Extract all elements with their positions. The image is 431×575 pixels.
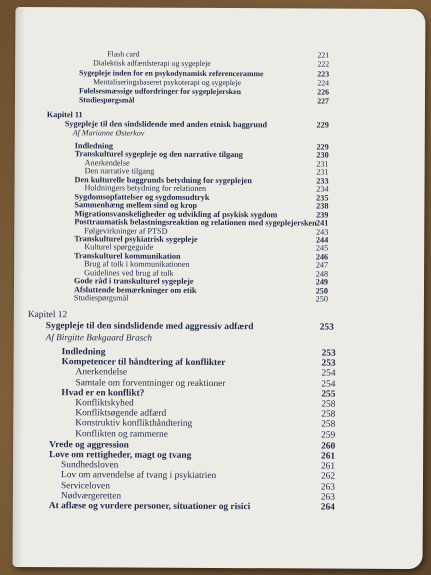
toc-entry-title: Gode råd i transkulturel sygepleje	[74, 276, 194, 287]
toc-entry	[14, 293, 424, 304]
toc-entry-title: Indledning	[74, 141, 114, 151]
toc-entry	[15, 166, 425, 177]
toc-entry	[13, 480, 423, 493]
toc-entry-page: 258	[321, 409, 336, 420]
toc-entry	[13, 460, 423, 472]
toc-entry-page: 260	[321, 441, 336, 452]
toc-entry	[15, 175, 425, 186]
toc-entry	[15, 77, 425, 88]
toc-entry-page: 253	[319, 322, 334, 333]
chapter-author: Af Birgitte Bækgaard Brasch	[45, 332, 153, 343]
toc-entry	[15, 49, 425, 60]
toc-entry-title: Flash card	[107, 49, 140, 59]
chapter-label: Kapitel 11	[46, 110, 83, 120]
toc-entry-title: Studiespørgsmål	[78, 95, 135, 105]
toc-entry-page: 261	[321, 451, 336, 462]
toc-entry-title: Sygepleje til den sindslidende med aggressiv adfærd	[45, 321, 254, 333]
toc-entry-page: 227	[317, 96, 330, 106]
toc-entry-title: Lov om anvendelse af tvang i psykiatrien	[60, 470, 217, 482]
toc-entry	[14, 268, 424, 279]
toc-entry	[13, 398, 423, 410]
toc-entry-title: Sundhedsloven	[61, 460, 119, 471]
toc-entry-title: Posttraumatisk belastningsreaktion og relationen med sygeplejersken	[74, 217, 317, 228]
toc-entry	[15, 86, 425, 97]
toc-entry-page: 263	[320, 492, 335, 503]
toc-entry-title: Guidelines ved brug af tolk	[84, 268, 174, 278]
toc-entry-title: Sygdomsopfattelser og sygdomsudtryk	[74, 191, 210, 202]
toc-entry	[14, 200, 424, 211]
toc-entry	[14, 321, 424, 333]
toc-entry-page: 223	[317, 69, 330, 79]
toc-entry-page: 230	[316, 150, 329, 161]
toc-entry-title: Sygepleje inden for en psykodynamisk referenceramme	[79, 68, 264, 79]
toc-entry-title: Samtale om forventninger og reaktioner	[75, 377, 226, 389]
toc-entry	[13, 408, 423, 420]
toc-entry-page: 250	[315, 294, 328, 304]
toc-entry-title: Sammenhæng mellem sind og krop	[74, 200, 198, 211]
toc-entry	[14, 208, 424, 220]
toc-entry-title: Indledning	[61, 347, 106, 358]
toc-entry-page: 245	[315, 243, 329, 253]
book-page	[13, 7, 426, 569]
toc-entry-title: Transkulturel kommunikation	[74, 251, 181, 261]
toc-entry	[15, 141, 425, 152]
toc-entry-page: 235	[316, 193, 329, 203]
toc-entry	[15, 68, 425, 79]
toc-entry-title: Konstruktiv konflikthåndtering	[75, 418, 193, 430]
toc-entry-page: 255	[321, 389, 336, 400]
toc-entry-title: Nødværgeretten	[60, 490, 122, 502]
toc-entry	[15, 58, 425, 69]
toc-entry-page: 224	[317, 78, 330, 88]
toc-entry-title: Konflikten og rammerne	[75, 428, 168, 440]
toc-entry	[14, 234, 424, 245]
toc-entry-title: Studiespørgsmål	[73, 293, 129, 303]
toc-entry-title: Migrationsvanskeligheder og udvikling af psykisk sygdom	[74, 208, 278, 219]
toc-entry-page: 254	[321, 379, 336, 390]
toc-entry-title: At aflæse og vurdere personer, situationer og risici	[48, 501, 251, 513]
toc-entry-page: 262	[320, 471, 336, 483]
toc-entry-title: Anerkendelse	[75, 367, 128, 378]
toc-entry-title: Vrede og aggression	[49, 439, 129, 451]
toc-entry-page: 222	[317, 59, 330, 69]
toc-entry	[13, 470, 423, 483]
toc-entry-page: 229	[316, 142, 329, 152]
toc-entry-title: Sygepleje til den sindslidende med anden etnisk baggrund	[64, 119, 268, 130]
toc-entry-title: Konfliktskyhed	[75, 398, 134, 409]
chapter-label: Kapitel 12	[27, 309, 68, 321]
toc-entry-page: 243	[315, 227, 329, 237]
toc-entry-page: 253	[321, 358, 336, 369]
toc-entry-page: 233	[316, 176, 329, 186]
toc-entry	[14, 217, 424, 228]
toc-entry-page: 254	[321, 368, 336, 380]
toc-entry-title: Transkulturel psykiatrisk sygepleje	[74, 234, 198, 244]
toc-entry-page: 263	[320, 482, 335, 493]
toc-entry-title: Følelsesmæssige udfordringer for sygeplejersken	[79, 86, 241, 97]
toc-entry-page: 247	[315, 260, 329, 270]
toc-entry-page: 249	[315, 277, 329, 287]
toc-entry	[13, 490, 423, 503]
toc-entry-page: 244	[315, 235, 329, 245]
toc-entry-title: Anerkendelse	[84, 158, 130, 168]
toc-entry	[15, 149, 425, 161]
toc-entry	[15, 119, 425, 130]
toc-entry-title: Den narrative tilgang	[84, 166, 155, 177]
toc-entry-title: Kompetencer til håndtering af konflikter	[61, 357, 226, 369]
toc-entry-title: Dialektisk adfærdsterapi og sygepleje	[93, 58, 211, 68]
toc-entry-page: 238	[316, 201, 329, 211]
toc-entry-page: 259	[321, 430, 336, 441]
toc-entry	[14, 377, 424, 390]
toc-entry	[15, 191, 425, 203]
toc-entry-title: Hvad er en konflikt?	[61, 387, 145, 399]
toc-entry	[14, 347, 424, 359]
toc-entry-page: 234	[316, 184, 329, 194]
toc-entry-page: 231	[316, 167, 329, 177]
toc-entry-page: 258	[321, 399, 336, 410]
toc-entry-title: Konfliktsøgende adfærd	[75, 408, 167, 419]
toc-entry-title: Serviceloven	[60, 480, 110, 492]
toc-entry-page: 246	[315, 252, 329, 262]
toc-entry-title: Kulturel spørgeguide	[84, 242, 154, 253]
toc-entry-page: 241	[316, 218, 329, 228]
toc-entry-title: Brug af tolk i kommunikationen	[84, 259, 190, 270]
toc-entry-page: 248	[315, 269, 329, 279]
toc-entry-title: Afsluttende bemærkninger om etik	[73, 284, 197, 295]
toc-entry-page: 264	[320, 502, 335, 513]
toc-entry	[14, 284, 424, 296]
toc-entry-page: 229	[316, 120, 329, 130]
toc-entry-page: 258	[321, 419, 336, 431]
toc-entry	[13, 428, 423, 441]
toc-entry	[14, 276, 424, 287]
toc-entry-title: Transkulturel sygepleje og den narrative tilgang	[74, 149, 243, 160]
chapter-author: Af Marianne Østerkov	[72, 128, 145, 138]
toc-entry-page: 239	[316, 210, 329, 220]
toc-entry-title: Mentaliseringsbaseret psykoterapi og sygepleje	[93, 77, 241, 88]
toc-entry	[13, 450, 423, 462]
toc-entry-page: 250	[315, 286, 329, 296]
toc-entry-title: Love om rettigheder, magt og tvang	[49, 450, 192, 461]
toc-entry-page: 261	[320, 461, 336, 472]
toc-entry	[13, 501, 423, 513]
toc-entry-title: Følgevirkninger af PTSD	[84, 225, 168, 236]
toc-entry	[14, 251, 424, 262]
toc-entry	[13, 418, 423, 431]
toc-entry-page: 221	[317, 50, 330, 60]
toc-entry	[14, 357, 424, 369]
table-of-contents	[13, 7, 426, 569]
toc-entry	[13, 439, 423, 452]
toc-entry-title: Holdningers betydning for relationen	[84, 183, 207, 194]
toc-entry-page: 226	[317, 87, 330, 97]
toc-entry-page: 253	[321, 348, 336, 359]
toc-entry-title: Den kulturelle baggrunds betydning for sygeplejen	[74, 175, 252, 185]
toc-entry-page: 231	[316, 159, 329, 169]
